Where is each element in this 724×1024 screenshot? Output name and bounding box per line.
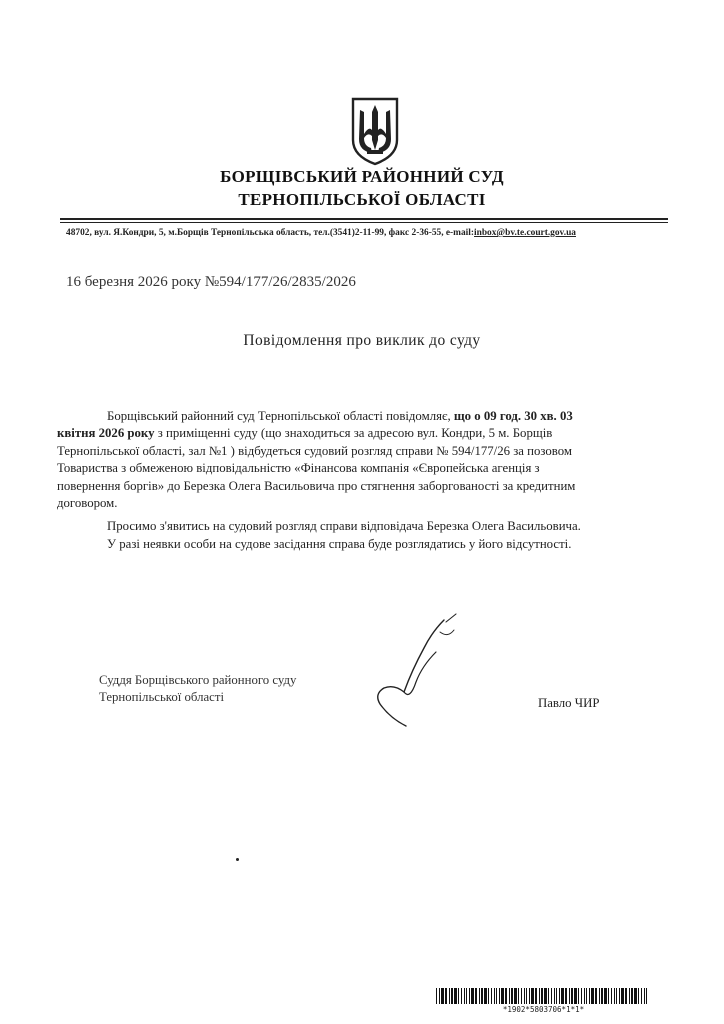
tryzub-coat-of-arms-icon — [349, 96, 401, 166]
judge-role-line2: Тернопільської області — [99, 690, 225, 704]
body-line-4: Товариства з обмеженою відповідальністю «Фінансова компанія «Європейська агенція з — [57, 461, 540, 476]
contacts-email: inbox@bv.te.court.gov.ua — [474, 228, 576, 238]
barcode-number: *1902*5803706*1*1* — [502, 1005, 585, 1014]
body-paragraph-3: У разі неявки особи на судове засідання справа буде розглядатись у його відсутності. — [107, 536, 572, 551]
document-date-and-number: 16 березня 2026 року №594/177/26/2835/2026 — [66, 274, 356, 290]
body-line-6: договором. — [57, 496, 118, 511]
body-line-2 — [57, 425, 669, 442]
court-name-line2: ТЕРНОПІЛЬСЬКОЇ ОБЛАСТІ — [238, 190, 486, 209]
court-contacts — [66, 228, 676, 238]
body-line-5: повернення боргів» до Березка Олега Васильовича про стягнення заборгованості за кредитним — [57, 478, 576, 493]
header-rule-thick — [60, 218, 668, 220]
notice-body — [57, 408, 669, 553]
judge-role-line1: Суддя Борщівського районного суду — [99, 673, 297, 687]
stray-dot — [236, 858, 239, 861]
judge-role — [99, 672, 296, 706]
header-rule-thin — [60, 222, 668, 223]
document-title: Повідомлення про виклик до суду — [243, 332, 481, 349]
body-line-1 — [57, 408, 669, 425]
body-text-segment: з приміщенні суду (що знаходиться за адресою вул. Кондри, 5 м. Борщів — [154, 426, 553, 441]
hearing-date: квітня 2026 року — [57, 426, 155, 441]
court-name-line1: БОРЩІВСЬКИЙ РАЙОННИЙ СУД — [220, 167, 504, 186]
contacts-address-phone: 48702, вул. Я.Кондри, 5, м.Борщів Тернопільська область, тел.(3541)2-11-99, факс 2-36-55, e-mail: — [66, 228, 475, 238]
body-line-3: Тернопільської області, зал №1 ) відбудеться судовий розгляд справи № 594/177/26 за позовом — [57, 443, 572, 458]
hearing-time: що о 09 год. 30 хв. 03 — [453, 409, 573, 423]
handwritten-signature-icon — [360, 608, 470, 736]
body-text-segment: Борщівський районний суд Тернопільської області повідомляє, — [107, 409, 454, 423]
signer-name: Павло ЧИР — [538, 696, 600, 710]
body-paragraph-2: Просимо з'явитись на судовий розгляд справи відповідача Березка Олега Васильовича. — [107, 519, 581, 534]
barcode-icon — [436, 988, 651, 1004]
